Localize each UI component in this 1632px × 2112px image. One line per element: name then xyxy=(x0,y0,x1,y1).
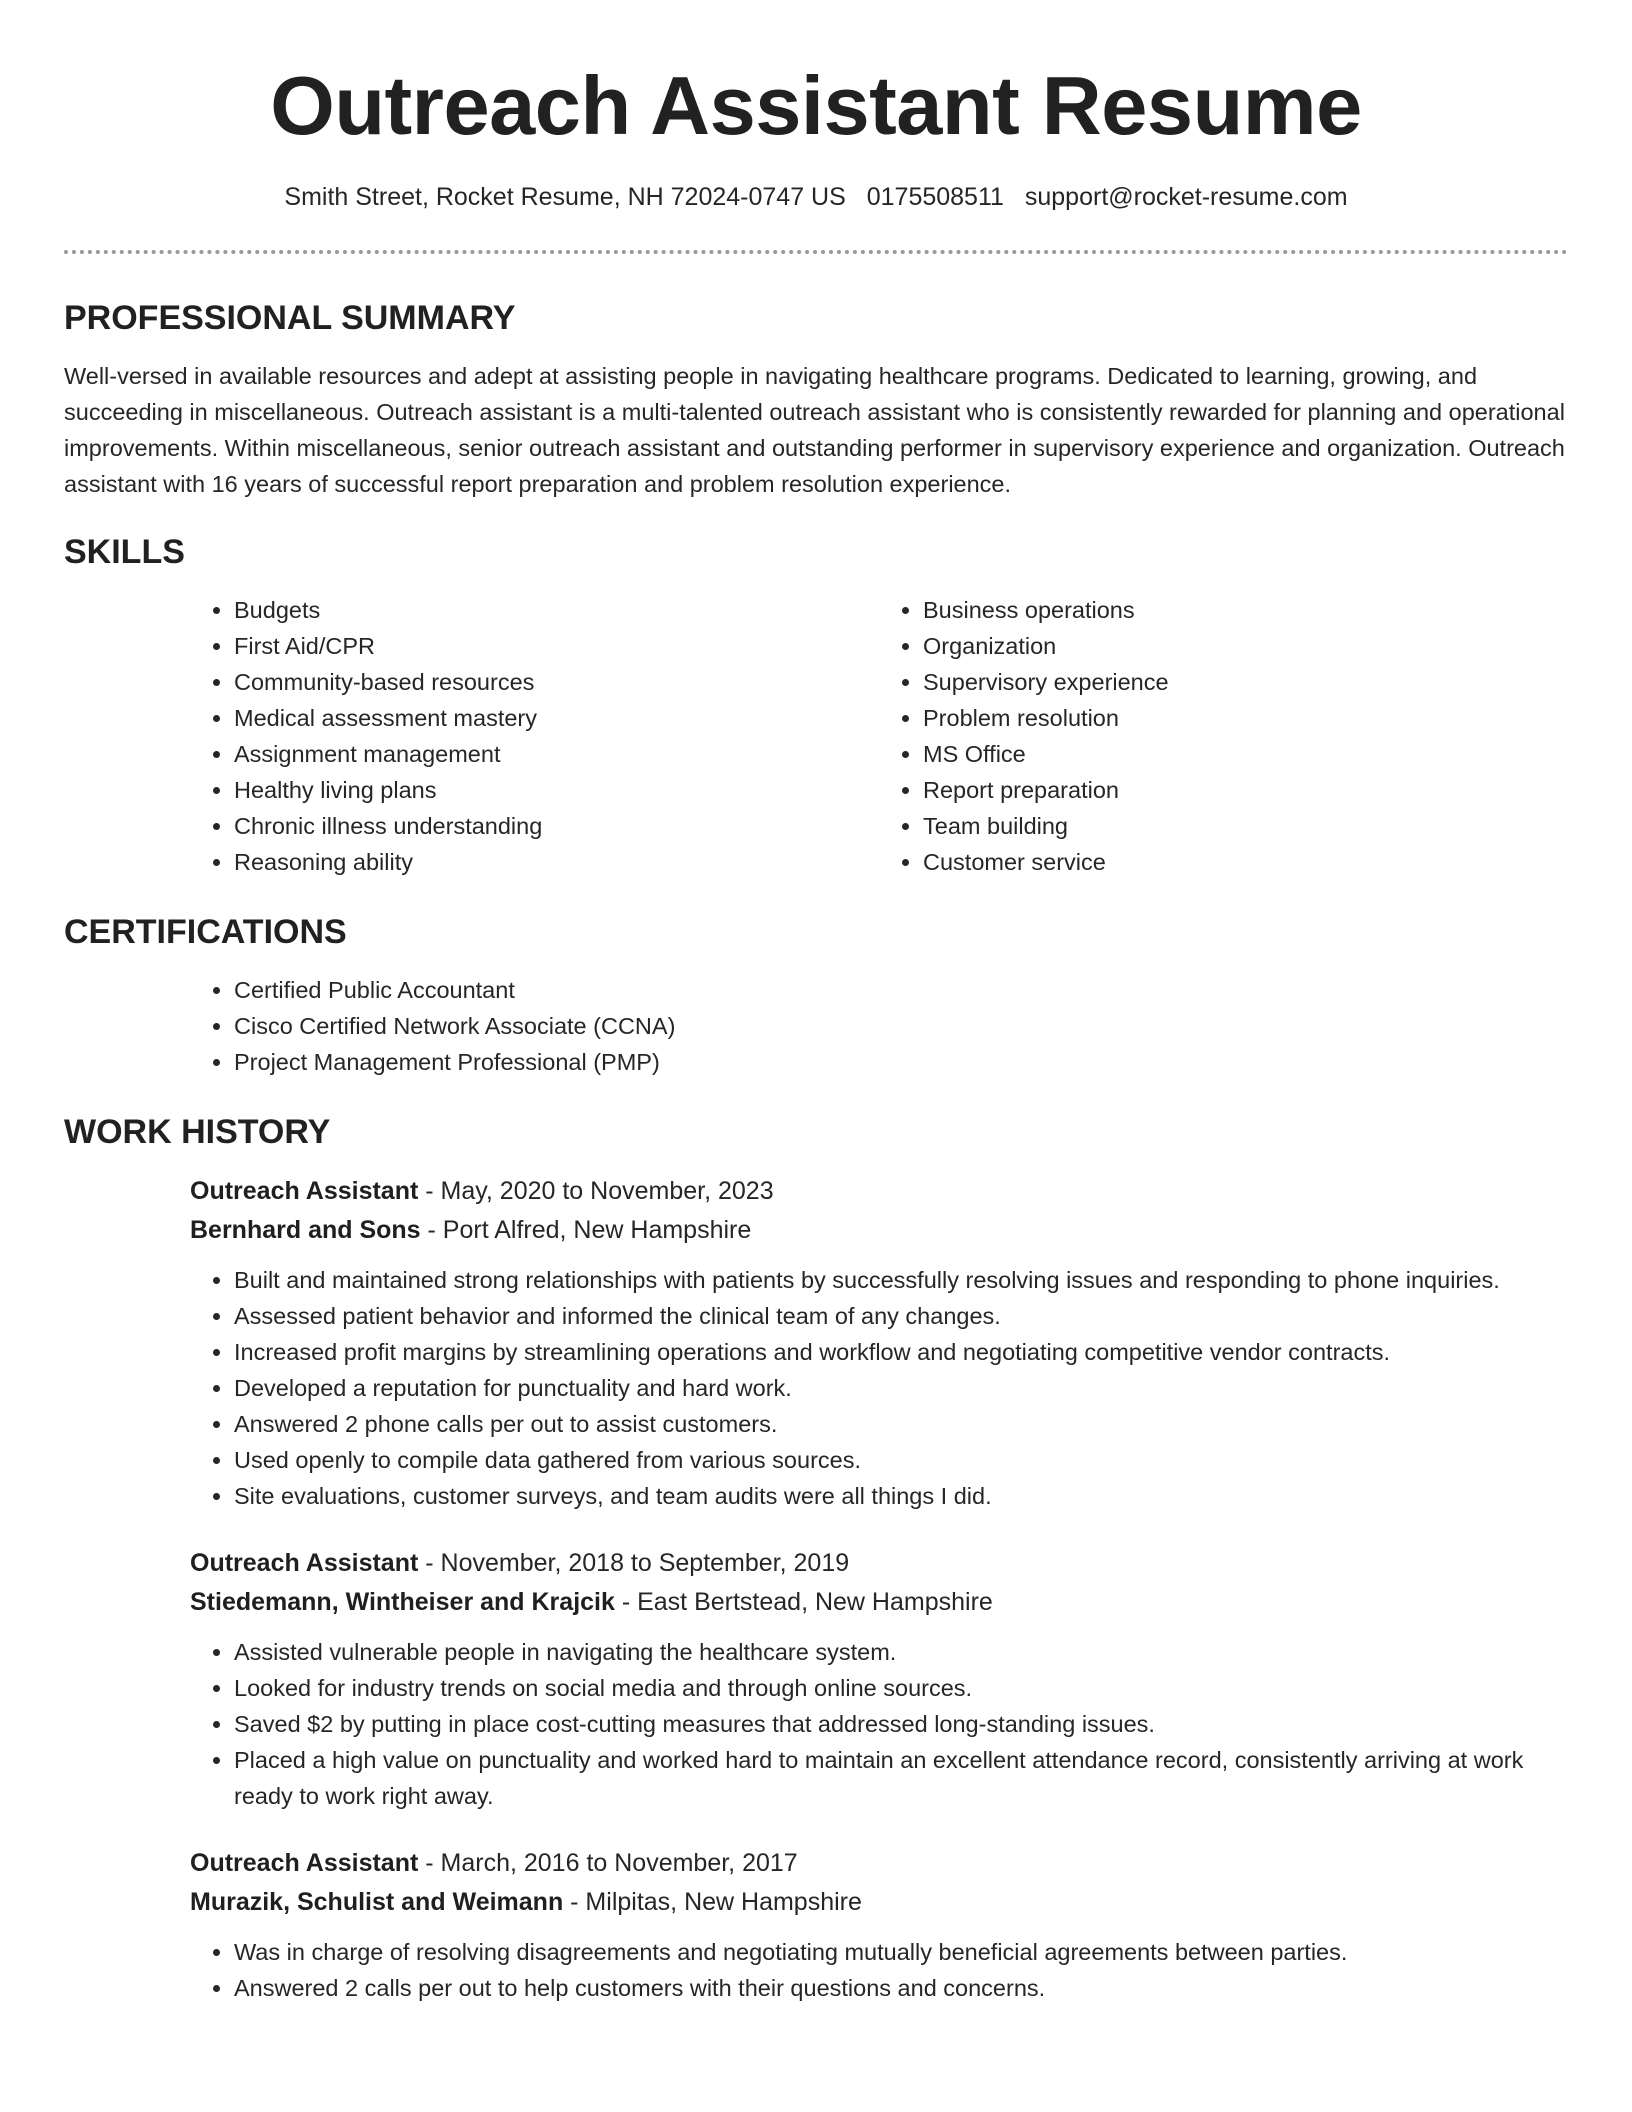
skill-item: • Healthy living plans xyxy=(234,772,879,808)
job-company: Murazik, Schulist and Weimann xyxy=(190,1888,564,1916)
job-role-line xyxy=(190,1844,1568,1883)
job-bullet: • Used openly to compile data gathered from various sources. xyxy=(234,1442,1568,1478)
section-title-certifications: CERTIFICATIONS xyxy=(64,913,347,951)
job-bullet: • Saved $2 by putting in place cost-cutting measures that addressed long-standing issues. xyxy=(234,1706,1568,1742)
job-bullet: • Site evaluations, customer surveys, and team audits were all things I did. xyxy=(234,1478,1568,1514)
job-bullets xyxy=(190,1262,1568,1514)
job-entry xyxy=(190,1172,1568,1514)
job-company-line xyxy=(190,1583,1568,1622)
resume-title: Outreach Assistant Resume xyxy=(270,59,1362,152)
job-bullet: • Was in charge of resolving disagreements and negotiating mutually beneficial agreements between parties. xyxy=(234,1934,1568,1970)
resume-page xyxy=(64,0,1568,2006)
job-role-line xyxy=(190,1172,1568,1211)
job-bullet: • Assessed patient behavior and informed the clinical team of any changes. xyxy=(234,1298,1568,1334)
job-bullet: • Built and maintained strong relationships with patients by successfully resolving issues and responding to phone inquiries. xyxy=(234,1262,1568,1298)
contact-address: Smith Street, Rocket Resume, NH 72024-0747 US xyxy=(284,183,846,211)
header-divider xyxy=(64,250,1568,254)
job-bullet: • Placed a high value on punctuality and worked hard to maintain an excellent attendance record, consistently arriving at work ready to work right away. xyxy=(234,1742,1568,1814)
job-company-line xyxy=(190,1883,1568,1922)
section-title-work-history: WORK HISTORY xyxy=(64,1113,331,1151)
section-title-summary: PROFESSIONAL SUMMARY xyxy=(64,299,516,337)
skill-item: • Budgets xyxy=(234,592,879,628)
skill-item: • First Aid/CPR xyxy=(234,628,879,664)
job-bullet: • Looked for industry trends on social media and through online sources. xyxy=(234,1670,1568,1706)
skill-item: • Business operations xyxy=(923,592,1568,628)
job-company-line xyxy=(190,1211,1568,1250)
section-title-skills: SKILLS xyxy=(64,533,185,571)
skill-item: • Customer service xyxy=(923,844,1568,880)
skill-item: • Reasoning ability xyxy=(234,844,879,880)
skills-list-right xyxy=(879,592,1568,880)
job-company: Stiedemann, Wintheiser and Krajcik xyxy=(190,1588,615,1616)
job-bullets xyxy=(190,1634,1568,1814)
job-bullets xyxy=(190,1934,1568,2006)
job-bullet: • Assisted vulnerable people in navigating the healthcare system. xyxy=(234,1634,1568,1670)
job-location: - Milpitas, New Hampshire xyxy=(563,1888,862,1916)
job-company: Bernhard and Sons xyxy=(190,1216,421,1244)
job-location: - East Bertstead, New Hampshire xyxy=(614,1588,993,1616)
skills-grid xyxy=(190,592,1568,880)
job-bullet: • Developed a reputation for punctuality and hard work. xyxy=(234,1370,1568,1406)
skills-list-left xyxy=(190,592,879,880)
skill-item: • Supervisory experience xyxy=(923,664,1568,700)
skill-item: • Community-based resources xyxy=(234,664,879,700)
certifications-list xyxy=(190,972,1568,1080)
skill-item: • MS Office xyxy=(923,736,1568,772)
skill-item: • Assignment management xyxy=(234,736,879,772)
contact-line xyxy=(64,182,1568,212)
job-bullet: • Answered 2 phone calls per out to assist customers. xyxy=(234,1406,1568,1442)
job-role-line xyxy=(190,1544,1568,1583)
job-entry xyxy=(190,1844,1568,2006)
job-location: - Port Alfred, New Hampshire xyxy=(420,1216,752,1244)
skill-item: • Problem resolution xyxy=(923,700,1568,736)
job-bullet: • Increased profit margins by streamlining operations and workflow and negotiating competitive vendor contracts. xyxy=(234,1334,1568,1370)
skill-item: • Organization xyxy=(923,628,1568,664)
skill-item: • Chronic illness understanding xyxy=(234,808,879,844)
summary-text: Well-versed in available resources and adept at assisting people in navigating healthcare programs. Dedicated to learning, growing, and succeeding in miscellaneous. Outreach assistant is a multi-talented outreach assistant who is consistently rewarded for planning and operational improvements. Within miscellaneous, senior outreach assistant and outstanding performer in supervisory experience and organization. Outreach assistant with 16 years of successful report preparation and problem resolution experience. xyxy=(64,363,1565,497)
job-role: Outreach Assistant xyxy=(190,1177,419,1205)
skill-item: • Team building xyxy=(923,808,1568,844)
job-role: Outreach Assistant xyxy=(190,1549,419,1577)
job-dates: - May, 2020 to November, 2023 xyxy=(418,1177,774,1205)
contact-email: support@rocket-resume.com xyxy=(1024,183,1348,211)
job-bullet: • Answered 2 calls per out to help customers with their questions and concerns. xyxy=(234,1970,1568,2006)
contact-phone: 0175508511 xyxy=(866,183,1004,211)
job-role: Outreach Assistant xyxy=(190,1849,419,1877)
job-dates: - November, 2018 to September, 2019 xyxy=(418,1549,850,1577)
skill-item: • Report preparation xyxy=(923,772,1568,808)
job-entry xyxy=(190,1544,1568,1814)
job-dates: - March, 2016 to November, 2017 xyxy=(418,1849,798,1877)
certification-item: • Certified Public Accountant xyxy=(234,972,1568,1008)
certification-item: • Project Management Professional (PMP) xyxy=(234,1044,1568,1080)
certification-item: • Cisco Certified Network Associate (CCNA) xyxy=(234,1008,1568,1044)
skill-item: • Medical assessment mastery xyxy=(234,700,879,736)
